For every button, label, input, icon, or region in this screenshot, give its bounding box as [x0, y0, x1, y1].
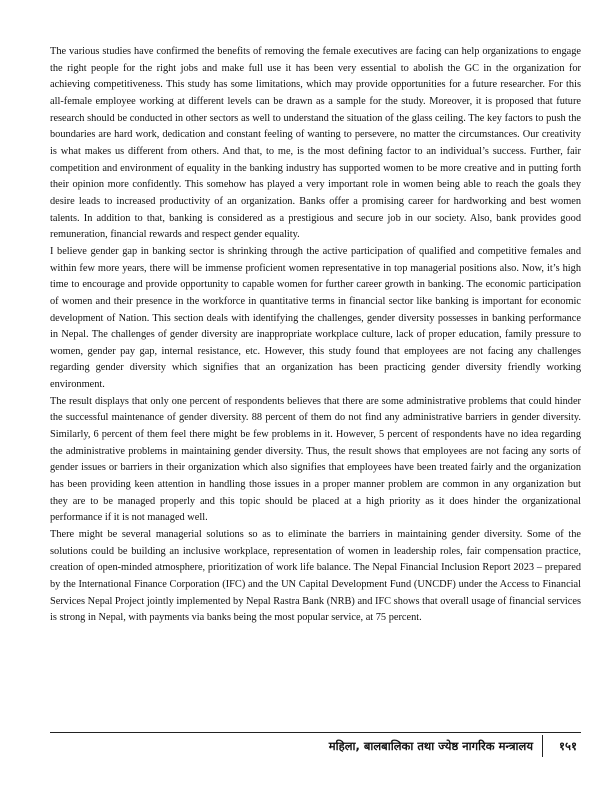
footer-rule: [50, 732, 581, 733]
footer-separator: [542, 735, 543, 757]
paragraph-2: I believe gender gap in banking sector is shrinking through the active participation of qualified and competitive females and within few more years, there will be immense proficient women representative in top managerial positions also. Now, it’s high time to encourage and provide opportunity to capable women for further career growth in banking. The economic participation of women and their presence in the workforce in quantitative terms in financial sector like banking is important for economic development of Nation. This section deals with identifying the challenges, gender diversity possesses in banking performance in Nepal. The challenges of gender diversity are inappropriate workplace culture, lack of proper education, family pressure to women, gender pay gap, internal resistance, etc. However, this study found that employees are not facing any challenges regarding gender diversity which signifies that an organization has been practicing gender diversity friendly working environment.: [50, 245, 581, 391]
paragraph-3: The result displays that only one percent of respondents believes that there are some administrative problems that could hinder the successful maintenance of gender diversity. 88 percent of them do not find any administrative barriers in gender diversity. Similarly, 6 percent of them feel there might be few problems in it. However, 5 percent of respondents have no idea regarding the administrative problems in maintaining gender diversity. Thus, the result shows that employees are not facing any sorts of gender issues or barriers in their organization which also signifies that employees have been treated fairly and the organization has been providing keen attention in handling those issues in a proper manner problem are common in any organization but they are to be managed properly and this topic should be placed at a high priority as it does hinder the organizational performance if it is not managed well.: [50, 395, 581, 524]
page-number: १५१: [559, 739, 577, 753]
paragraph-1: The various studies have confirmed the benefits of removing the female executives are facing can help organizations to engage the right people for the right jobs and make full use it has been very essential to abolish the GC in the organization for achieving competitiveness. This study has some limitations, which may provide opportunities for a future researcher. For this all-female employee working at different levels can be drawn as a sample for the study. Moreover, it is proposed that future research should be conducted in other sectors as well to understand the situation of the glass ceiling. The key factors to push the boundaries are hard work, dedication and constant feeling of wanting to persevere, no matter the circumstances. Our creativity is what makes us different from others. And that, to me, is the most defining factor to an individual’s success. Further, fair competition and environment of equality in the banking industry has supported women to be more creative and in putting forth their opinion more confidently. This somehow has played a very important role in women being able to reach the goals they desire leads to increased productivity of an organization. Banks offer a promising career for hardworking and best women talents. In addition to that, banking is considered as a prestigious and secure job in our society. Also, bank provides good remuneration, financial rewards and respect gender equality.: [50, 46, 581, 241]
body-text: [50, 44, 581, 627]
footer-ministry-title: महिला, बालबालिका तथा ज्येष्ठ नागरिक मन्त्रालय: [328, 739, 533, 753]
paragraph-4: There might be several managerial solutions so as to eliminate the barriers in maintaining gender diversity. Some of the solutions could be building an inclusive workplace, representation of women in leadership roles, fair compensation practice, creation of open-minded atmosphere, prioritization of work life balance. The Nepal Financial Inclusion Report 2023 – prepared by the International Finance Corporation (IFC) and the UN Capital Development Fund (UNCDF) under the Access to Financial Services Nepal Project jointly implemented by Nepal Rastra Bank (NRB) and IFC shows that overall usage of financial services is strong in Nepal, with payments via banks being the most popular service, at 75 percent.: [50, 529, 581, 624]
page-footer: [50, 732, 581, 760]
